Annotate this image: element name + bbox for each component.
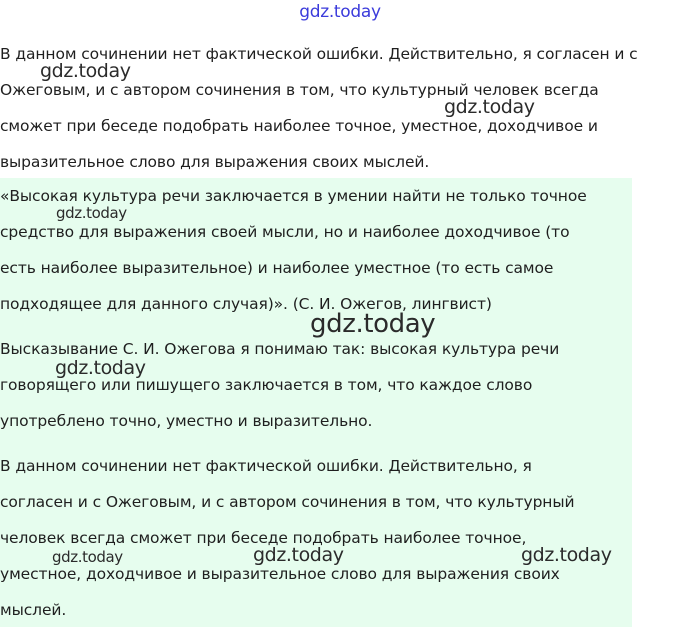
watermark: gdz.today	[56, 204, 127, 222]
paragraph-interpretation	[0, 331, 559, 439]
paragraph-line: уместное, доходчивое и выразительное слово для выражения своих	[0, 565, 560, 583]
watermark: gdz.today	[444, 96, 535, 118]
paragraph-line: «Высокая культура речи заключается в умении найти не только точное	[0, 187, 587, 205]
watermark: gdz.today	[310, 309, 436, 339]
paragraph-line: употреблено точно, уместно и выразительно.	[0, 412, 373, 430]
watermark: gdz.today	[253, 544, 344, 566]
watermark: gdz.today	[55, 357, 146, 379]
paragraph-line: Ожеговым, и с автором сочинения в том, что культурный человек всегда	[0, 81, 599, 99]
watermark: gdz.today	[521, 544, 612, 566]
paragraph-line: есть наиболее выразительное) и наиболее уместное (то есть самое	[0, 259, 554, 277]
site-header-logo: gdz.today	[299, 2, 381, 22]
paragraph-line: подходящее для данного случая)». (С. И. Ожегов, лингвист)	[0, 295, 492, 313]
paragraph-line: мыслей.	[0, 601, 67, 619]
watermark: gdz.today	[40, 60, 131, 82]
paragraph-line: говорящего или пишущего заключается в том, что каждое слово	[0, 376, 533, 394]
paragraph-line: выразительное слово для выражения своих мыслей.	[0, 153, 430, 171]
paragraph-line: В данном сочинении нет фактической ошибки. Действительно, я	[0, 457, 532, 475]
paragraph-line: В данном сочинении нет фактической ошибки. Действительно, я согласен и с	[0, 45, 638, 63]
paragraph-1	[0, 36, 680, 180]
paragraph-line: человек всегда сможет при беседе подобрать наиболее точное,	[0, 529, 527, 547]
paragraph-line: средство для выражения своей мысли, но и наиболее доходчивое (то	[0, 223, 570, 241]
paragraph-line: сможет при беседе подобрать наиболее точное, уместное, доходчивое и	[0, 117, 598, 135]
watermark: gdz.today	[52, 548, 123, 566]
paragraph-conclusion	[0, 448, 574, 628]
paragraph-quote	[0, 178, 587, 322]
paragraph-line: согласен и с Ожеговым, и с автором сочинения в том, что культурный	[0, 493, 575, 511]
paragraph-line: Высказывание С. И. Ожегова я понимаю так: высокая культура речи	[0, 340, 560, 358]
